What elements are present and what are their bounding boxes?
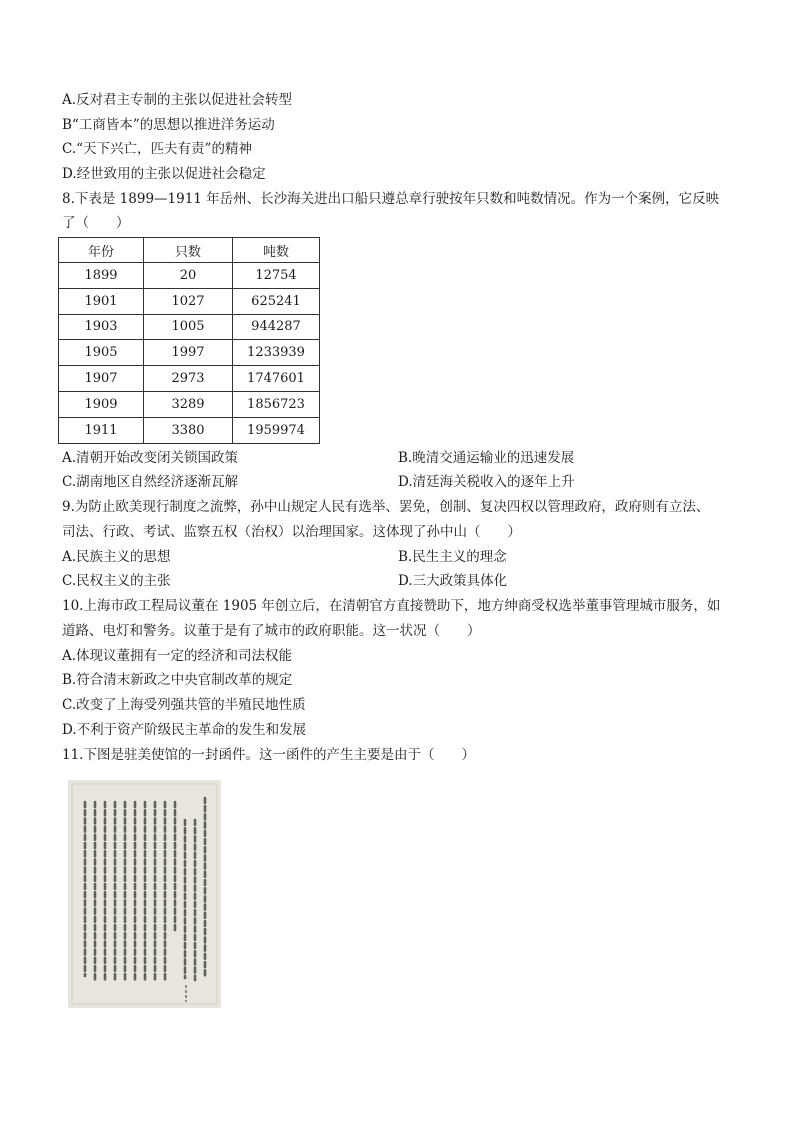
q7-option-d: D.经世致用的主张以促进社会稳定 [62, 166, 266, 182]
table-cell: 3380 [144, 417, 233, 443]
q8-option-b: B.晚清交通运输业的迅速发展 [398, 450, 575, 466]
q8-option-c: C.湖南地区自然经济逐渐瓦解 [62, 474, 239, 490]
table-cell: 1747601 [233, 366, 320, 392]
table-cell: 20 [144, 263, 233, 289]
table-row [59, 417, 320, 443]
q9-option-b: B.民生主义的理念 [398, 549, 507, 565]
table-cell: 1856723 [233, 391, 320, 417]
table-header-tonnage: 吨数 [233, 238, 320, 263]
table-cell: 1909 [59, 391, 144, 417]
table-row [59, 340, 320, 366]
table-cell: 2973 [144, 366, 233, 392]
table-row [59, 288, 320, 314]
q9-stem-line1: 9.为防止欧美现行制度之流弊，孙中山规定人民有选举、罢免，创制、复决四权以管理政府，政府则有立法、 [62, 499, 710, 515]
table-cell: 944287 [233, 314, 320, 340]
q7-option-b: B“工商皆本”的思想以推进洋务运动 [62, 117, 275, 133]
table-cell: 12754 [233, 263, 320, 289]
table-header-row [59, 238, 320, 263]
table-cell: 1005 [144, 314, 233, 340]
q8-option-d: D.清廷海关税收入的逐年上升 [398, 474, 575, 490]
table-row [59, 263, 320, 289]
table-cell: 1027 [144, 288, 233, 314]
q9-stem-line2: 司法、行政、考试、监察五权（治权）以治理国家。这体现了孙中山（ ） [62, 524, 521, 540]
table-cell: 1905 [59, 340, 144, 366]
table-row [59, 366, 320, 392]
embassy-letter-image [68, 780, 221, 1008]
table-cell: 1233939 [233, 340, 320, 366]
q8-option-a: A.清朝开始改变闭关锁国政策 [62, 450, 239, 466]
q11-stem: 11.下图是驻美使馆的一封函件。这一函件的产生主要是由于（ ） [62, 747, 475, 763]
table-cell: 1997 [144, 340, 233, 366]
q8-stem-line2: 了（ ） [62, 215, 130, 231]
table-cell: 1903 [59, 314, 144, 340]
table-cell: 1911 [59, 417, 144, 443]
q10-option-a: A.体现议董拥有一定的经济和司法权能 [62, 648, 293, 664]
q10-option-c: C.改变了上海受列强共管的半殖民地性质 [62, 697, 306, 713]
q10-option-d: D.不利于资产阶级民主革命的发生和发展 [62, 722, 307, 738]
table-cell: 1899 [59, 263, 144, 289]
q10-stem-line2: 道路、电灯和警务。议董于是有了城市的政府职能。这一状况（ ） [62, 623, 481, 639]
table-row [59, 314, 320, 340]
q9-option-c: C.民权主义的主张 [62, 573, 171, 589]
q8-data-table [58, 237, 320, 444]
q10-stem-line1: 10.上海市政工程局议董在 1905 年创立后，在清朝官方直接赞助下，地方绅商受权选举董事管理城市服务，如 [62, 598, 721, 614]
q8-stem-line1: 8.下表是 1899—1911 年岳州、长沙海关进出口船只遵总章行驶按年只数和吨数情况。作为一个案例，它反映 [62, 191, 720, 207]
table-cell: 1959974 [233, 417, 320, 443]
handwritten-script-columns [68, 780, 221, 1008]
q7-option-a: A.反对君主专制的主张以促进社会转型 [62, 92, 293, 108]
table-row [59, 391, 320, 417]
table-cell: 1907 [59, 366, 144, 392]
q9-option-a: A.民族主义的思想 [62, 549, 171, 565]
table-cell: 1901 [59, 288, 144, 314]
table-cell: 3289 [144, 391, 233, 417]
table-header-count: 只数 [144, 238, 233, 263]
q7-option-c: C.“天下兴亡，匹夫有责”的精神 [62, 141, 252, 157]
table-header-year: 年份 [59, 238, 144, 263]
q9-option-d: D.三大政策具体化 [398, 573, 508, 589]
table-cell: 625241 [233, 288, 320, 314]
q10-option-b: B.符合清末新政之中央官制改革的规定 [62, 672, 293, 688]
